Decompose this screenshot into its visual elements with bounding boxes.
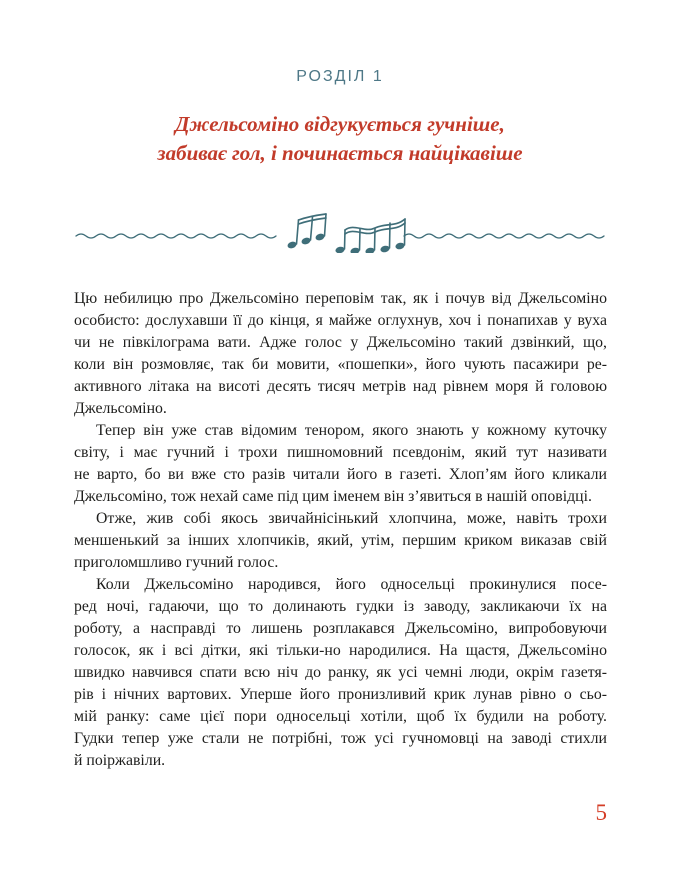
chapter-title-line-2: забиває гол, і починається найцікавіше	[157, 141, 523, 165]
chapter-heading: РОЗДІЛ 1	[296, 68, 384, 85]
text-line: Цю небилицю про Джельсоміно переповім так, як і почув від Джельсоміно	[74, 290, 607, 307]
text-line: приголомшливо гучний голос.	[74, 554, 279, 571]
text-line: Тепер він уже став відомим тенором, якого знають у кожному куточку	[96, 422, 607, 439]
music-notes-icon	[74, 203, 606, 253]
text-line: ред ночі, гадаючи, що то долинають гудки із заводу, закликаючи їх на	[74, 598, 607, 615]
text-line: роботу, а насправді то лишень розплакався Джельсоміно, випробовуючи	[74, 620, 607, 637]
text-line: швидко навчився спати всю ніч до ранку, як усі чемні люди, окрім газетя-	[74, 664, 607, 681]
text-line: Джельсоміно, тож нехай саме під цим іменем він з’явиться в нашій оповідці.	[74, 488, 592, 505]
text-line: Коли Джельсоміно народився, його односельці прокинулися посе-	[96, 576, 607, 593]
text-line: коли він розмовляє, так би мовити, «пошепки», його чують пасажири ре-	[74, 356, 607, 373]
text-line: Гудки тепер уже стали не потрібні, тож усі гучномовці на заводі стихли	[74, 730, 607, 747]
text-line: мій ранку: саме цієї пори односельці хотіли, щоб їх будили на роботу.	[74, 708, 607, 725]
text-line: Джельсоміно.	[74, 400, 167, 417]
text-line: Отже, жив собі якось звичайнісінький хлопчина, може, навіть трохи	[96, 510, 607, 527]
chapter-title-line-1: Джельсоміно відгукується гучніше,	[175, 112, 505, 136]
text-line: голосок, як і всі дітки, які тільки-но народилися. На щастя, Джельсоміно	[74, 642, 607, 659]
text-line: не варто, бо ви вже сто разів читали його в газеті. Хлоп’ям його кликали	[74, 466, 607, 483]
text-line: меншенький за інших хлопчиків, який, утім, першим криком виказав свій	[74, 532, 607, 549]
chapter-title	[0, 110, 680, 168]
text-line: й поіржавіли.	[74, 752, 166, 769]
text-line: рів і нічних вартових. Уперше його пронизливий крик лунав рівно о сьо-	[74, 686, 607, 703]
body-text	[74, 288, 607, 772]
text-line: світу, і має гучний і трохи пишномовний псевдонім, який тут називати	[74, 444, 607, 461]
text-line: особисто: дослухавши її до кінця, я майже оглухнув, хоч і понапихав у вуха	[74, 312, 607, 329]
text-line: чи не півкілограма вати. Адже голос у Джельсоміно такий дзвінкий, що,	[74, 334, 607, 351]
page-number: 5	[595, 800, 607, 825]
text-line: активного літака на висоті десять тисяч метрів над рівнем моря й головою	[74, 378, 607, 395]
section-divider	[0, 203, 680, 253]
